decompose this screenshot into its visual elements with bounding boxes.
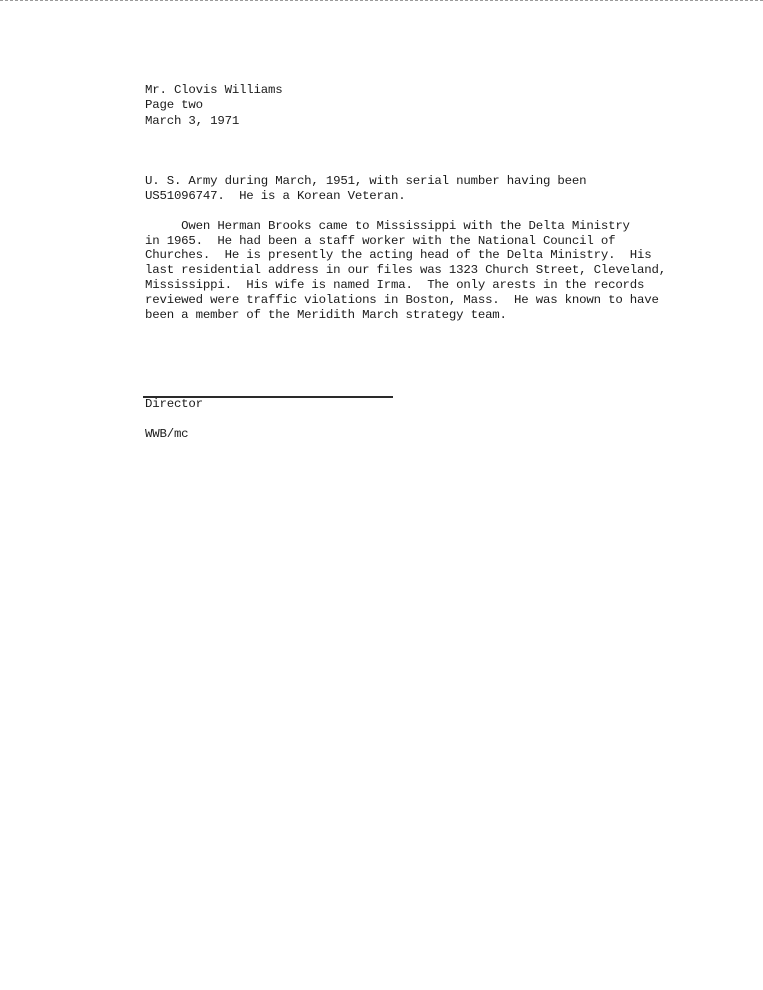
typist-initials: WWB/mc [145, 427, 189, 441]
paragraph-2-line-5: Mississippi. His wife is named Irma. The only arests in the records [145, 278, 645, 292]
paragraph-2-line-2: in 1965. He had been a staff worker with the National Council of [145, 234, 616, 248]
paragraph-1-line-1: U. S. Army during March, 1951, with serial number having been [145, 174, 587, 188]
paragraph-2-line-1: Owen Herman Brooks came to Mississippi with the Delta Ministry [145, 219, 630, 233]
recipient-name: Mr. Clovis Williams [145, 83, 283, 97]
paragraph-2-line-7: been a member of the Meridith March strategy team. [145, 308, 507, 322]
signatory-title: Director [145, 397, 203, 411]
page-number-label: Page two [145, 98, 203, 112]
letter-date: March 3, 1971 [145, 114, 240, 128]
paragraph-2-line-3: Churches. He is presently the acting head of the Delta Ministry. His [145, 248, 652, 262]
paragraph-2-line-6: reviewed were traffic violations in Boston, Mass. He was known to have [145, 293, 659, 307]
paragraph-1-line-2: US51096747. He is a Korean Veteran. [145, 189, 406, 203]
paragraph-2-line-4: last residential address in our files was 1323 Church Street, Cleveland, [145, 263, 666, 277]
